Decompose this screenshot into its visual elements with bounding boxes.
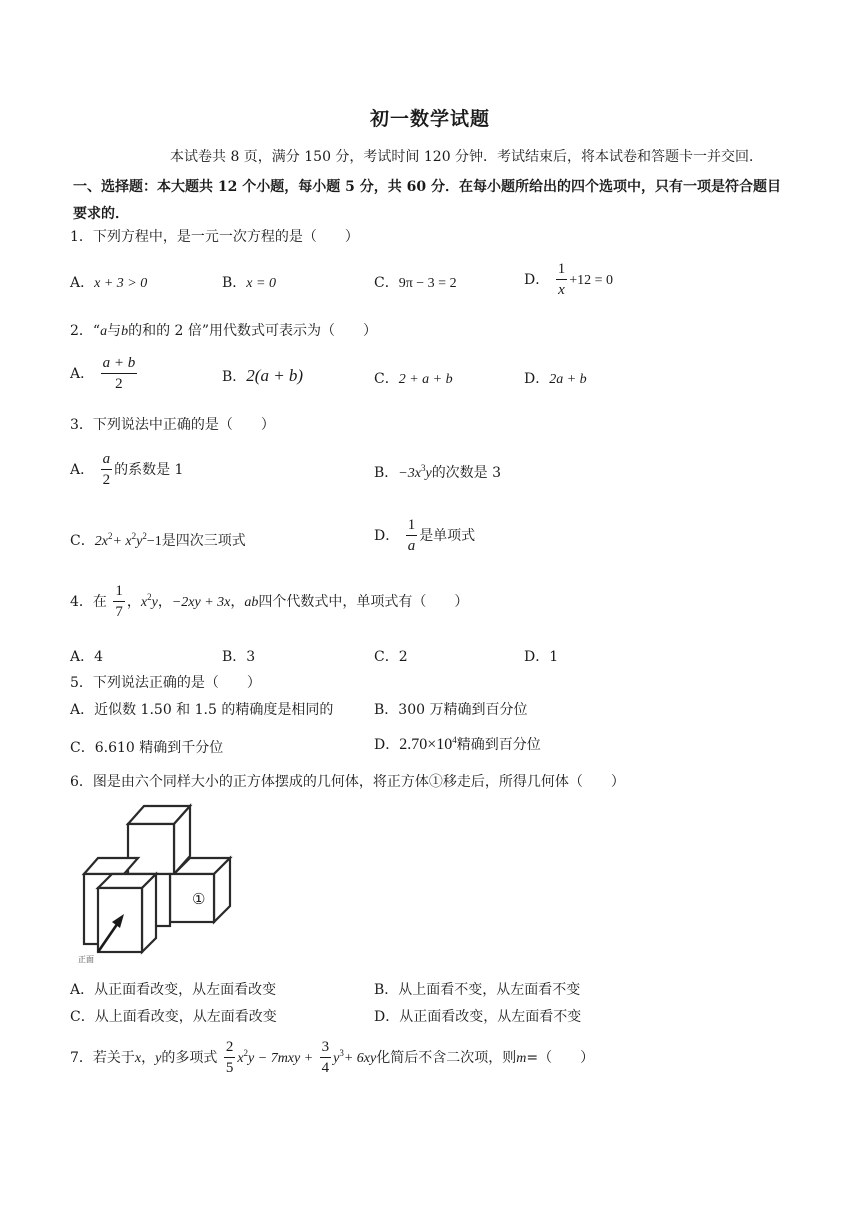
cube-figure [78, 802, 242, 966]
q2-option-a: A． $\frac{a + b}{2}$ [70, 355, 136, 392]
q1-option-a: A．x + 3 > 0 [70, 275, 148, 291]
q2-option-c: C．2 + a + b [374, 371, 453, 387]
q2-option-d: D．2a + b [524, 371, 587, 387]
q2-a-fraction: $\frac{a + b}{2}$ [102, 355, 136, 392]
q6-option-c: C．从上面看改变，从左面看改变 [70, 1009, 277, 1025]
q5-option-b: B．300 万精确到百分位 [374, 702, 528, 718]
q5-option-c: C．6.610 精确到千分位 [70, 740, 224, 756]
q1-option-c: C．9π − 3 = 2 [374, 275, 457, 291]
q3-a-fraction: $\frac{a}{2}$ [102, 451, 111, 488]
exam-instructions: 本试卷共 8 页，满分 150 分，考试时间 120 分钟．考试结束后，将本试卷和答题卡一并交回． [170, 149, 764, 165]
q3-option-b: B．$-3x^3y$的次数是 3 [374, 463, 502, 481]
q5-option-a: A．近似数 1.50 和 1.5 的精确度是相同的 [70, 702, 334, 718]
front-view-label: 正面 [78, 955, 94, 964]
q4-option-a: A．4 [70, 649, 104, 665]
q1-option-b: B．x = 0 [222, 275, 276, 291]
q4-option-b: B．3 [222, 649, 256, 665]
section-heading: 一、选择题：本大题共 12 个小题，每小题 5 分，共 60 分．在每小题所给出的四个选项中，只有一项是符合题目要求的． [73, 179, 781, 222]
question-2-stem: 2．“a与b的和的 2 倍”用代数式可表示为（ ） [70, 323, 378, 339]
q3-d-fraction: $\frac{1}{a}$ [407, 517, 416, 554]
q6-option-a: A．从正面看改变，从左面看改变 [70, 982, 277, 998]
q6-option-d: D．从正面看改变，从左面看不变 [374, 1009, 582, 1025]
q4-option-d: D．1 [524, 649, 559, 665]
q6-option-b: B．从上面看不变，从左面看不变 [374, 982, 581, 998]
cube-1-label: ① [192, 890, 206, 908]
page-title: 初一数学试题 [369, 108, 490, 130]
q3-option-a: A． $\frac{a}{2}$ 的系数是 1 [70, 451, 184, 488]
q5-option-d: D．$2.70\times 10^4$精确到百分位 [374, 735, 541, 753]
question-4-stem: 4．在 $\frac{1}{7}$ ，$x^2y$，−2xy + 3x，ab四个代数式中，单项式有（ ） [70, 583, 469, 620]
q7-fraction-2: $\frac{3}{4}$ [321, 1039, 330, 1076]
question-6-stem: 6．图是由六个同样大小的正方体摆成的几何体，将正方体①移走后，所得几何体（ ） [70, 774, 625, 790]
question-1-stem: 1．下列方程中，是一元一次方程的是（ ） [70, 229, 359, 245]
question-7-stem: 7．若关于x，y的多项式 $\frac{2}{5}$ $x^2y - 7mxy$ + $\frac{3}{4}$ $y^3+ 6xy$化简后不含二次项，则m=（ ） [70, 1039, 595, 1076]
q1-c-expression: 9π − 3 = 2 [398, 276, 457, 291]
q2-option-b: B．2(a + b) [222, 366, 304, 385]
q1-a-expression: x + 3 > 0 [94, 276, 148, 291]
q7-fraction-1: $\frac{2}{5}$ [225, 1039, 234, 1076]
q1-b-expression: x = 0 [246, 276, 276, 291]
q3-option-c: C．$2x^2+ x^2y^2-1$是四次三项式 [70, 531, 246, 549]
q4-option-c: C．2 [374, 649, 408, 665]
q1-d-fraction: $\frac{1}{x}$ [557, 261, 566, 298]
question-5-stem: 5．下列说法正确的是（ ） [70, 675, 261, 691]
q1-option-d: D． $\frac{1}{x}$ +12 = 0 [524, 261, 613, 298]
q4-fraction: $\frac{1}{7}$ [115, 583, 123, 620]
question-3-stem: 3．下列说法中正确的是（ ） [70, 417, 275, 433]
q3-option-d: D． $\frac{1}{a}$ 是单项式 [374, 517, 476, 554]
